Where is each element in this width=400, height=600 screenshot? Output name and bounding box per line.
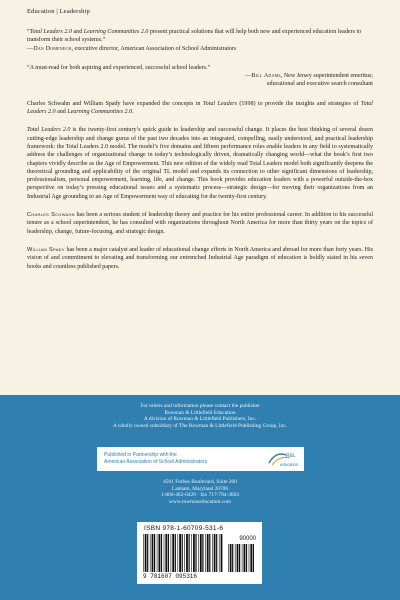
partnership-line: Published in Partnership with the <box>104 452 177 458</box>
description-text: is the twenty-first century’s quick guide to leadership and successful change. It places the best thinking of several dozen cutting-edge leadership and change gurus of the past two decades into an integrated, compelling, easily understood, and practical leadership framework: the Total Leaders 2.0 model. The model’s five domains and fifteen performance roles enable leaders in any field to systematically address the challenges of organizational change in today’s technologically driven, dramatically changing world—what the book’s first two chapters vividly describe as the Age of Empowerment. This new edition of the widely read Total Leaders model both significantly deepens the theoretical grounding and applicability of the original TL model and expands its connection to other significant dimensions of leadership, professionalism, personal empowerment, learning, life, and change. This book provides education leaders with a powerful outside-the-box perspective on today’s pressing educational issues and a systematic process—strategic design—for moving their organizations from an Industrial Age grounding to an Age of Empowerment way of educating for the twenty-first century. <box>27 127 374 200</box>
publisher-line: A wholly owned subsidiary of The Rowman & Littlefield Publishing Group, Inc. <box>112 422 288 429</box>
address-line: 1-800-462-6420 · fax 717-794-3803 <box>160 492 240 499</box>
attribution-name: —Bill Adams <box>245 73 281 80</box>
attribution-name: —Dan Domenech <box>27 45 72 52</box>
description-paragraph <box>27 126 373 201</box>
address-line: Lanham, Maryland 20706 <box>171 485 229 492</box>
isbn-number: ISBN 978-1-60709-531-6 <box>144 525 224 532</box>
publisher-address <box>0 479 400 505</box>
blurb-part: present practical solutions that will help both new and experienced education leaders to transform their school systems.” <box>27 29 362 44</box>
price-code: 90000 <box>239 536 256 542</box>
title-ref: Learning Communities 2.0 <box>83 29 149 35</box>
blurb-adams <box>27 64 373 89</box>
blurb-text <box>27 28 373 45</box>
partnership-text <box>104 452 207 465</box>
attribution-role: , New Jersey superintendent emeritus; <box>280 73 373 80</box>
attribution <box>27 72 373 80</box>
blurb-text <box>27 64 373 72</box>
isbn-barcode <box>137 522 262 584</box>
author-bio-text: has been a serious student of leadership theory and practice for his entire professional career. In addition to his successful tenure as a school superintendent, he has consulted with organizations throughout North America for more than thirty years on the topics of leadership, change, future-focusing, and strategic design. <box>27 212 373 235</box>
open-quote: “ <box>27 64 30 71</box>
category-label: Education | Leadership <box>27 8 90 15</box>
publisher-line: Rowman & Littlefield Education <box>164 409 236 416</box>
publisher-panel <box>0 395 400 600</box>
address-line: 4501 Forbes Boulevard, Suite 200 <box>163 479 237 485</box>
author-bio-schwahn <box>27 211 373 236</box>
svg-text:education: education <box>280 462 299 467</box>
publisher-info <box>0 403 400 429</box>
rl-education-logo-icon <box>266 449 300 469</box>
barcode-digits: 9 781607 095316 <box>143 573 198 580</box>
attribution-role: , executive director, American Association of School Administrators <box>71 45 237 52</box>
title-ref: Total Leaders 2.0 <box>27 127 71 134</box>
publisher-line: For orders and information please contact the publisher <box>140 403 260 409</box>
author-name: William Spady <box>27 246 65 253</box>
author-bio-spady <box>27 246 373 271</box>
blurb-domenech <box>27 28 373 53</box>
attribution-role-2: educational and executive search consultant <box>266 81 373 88</box>
publisher-line: A division of Rowman & Littlefield Publishers, Inc. <box>143 416 257 423</box>
price-barcode-icon <box>228 544 256 572</box>
author-bio-text: has been a major catalyst and leader of educational change efforts in North America and abroad for more than forty years. His vision of and commitment to elevating and transforming our entrenched Industrial Age paradigm of education is boldly stated in his seven books and countless published papers. <box>27 246 374 270</box>
open-quote: “ <box>27 29 30 35</box>
intro-paragraph: Charles Schwahn and William Spady have expanded the concepts in Total Leaders (1998) to provide the insights and strategies of Total Leaders 2.0 and Learning Communities 2.0. <box>27 100 373 116</box>
partnership-line: American Association of School Administrators <box>104 458 208 465</box>
title-ref: Total Leaders 2.0 <box>29 29 72 35</box>
blurb-part: and <box>71 29 84 35</box>
svg-text:R&L: R&L <box>286 453 296 459</box>
barcode-icon <box>143 534 223 572</box>
publisher-website-link[interactable]: www.rowmaneducation.com <box>169 498 231 505</box>
partnership-box <box>97 447 304 471</box>
author-name: Charles Schwahn <box>27 212 75 219</box>
attribution <box>27 45 373 53</box>
blurb-part: A must-read for both aspiring and experienced, successful school leaders.” <box>29 64 211 71</box>
